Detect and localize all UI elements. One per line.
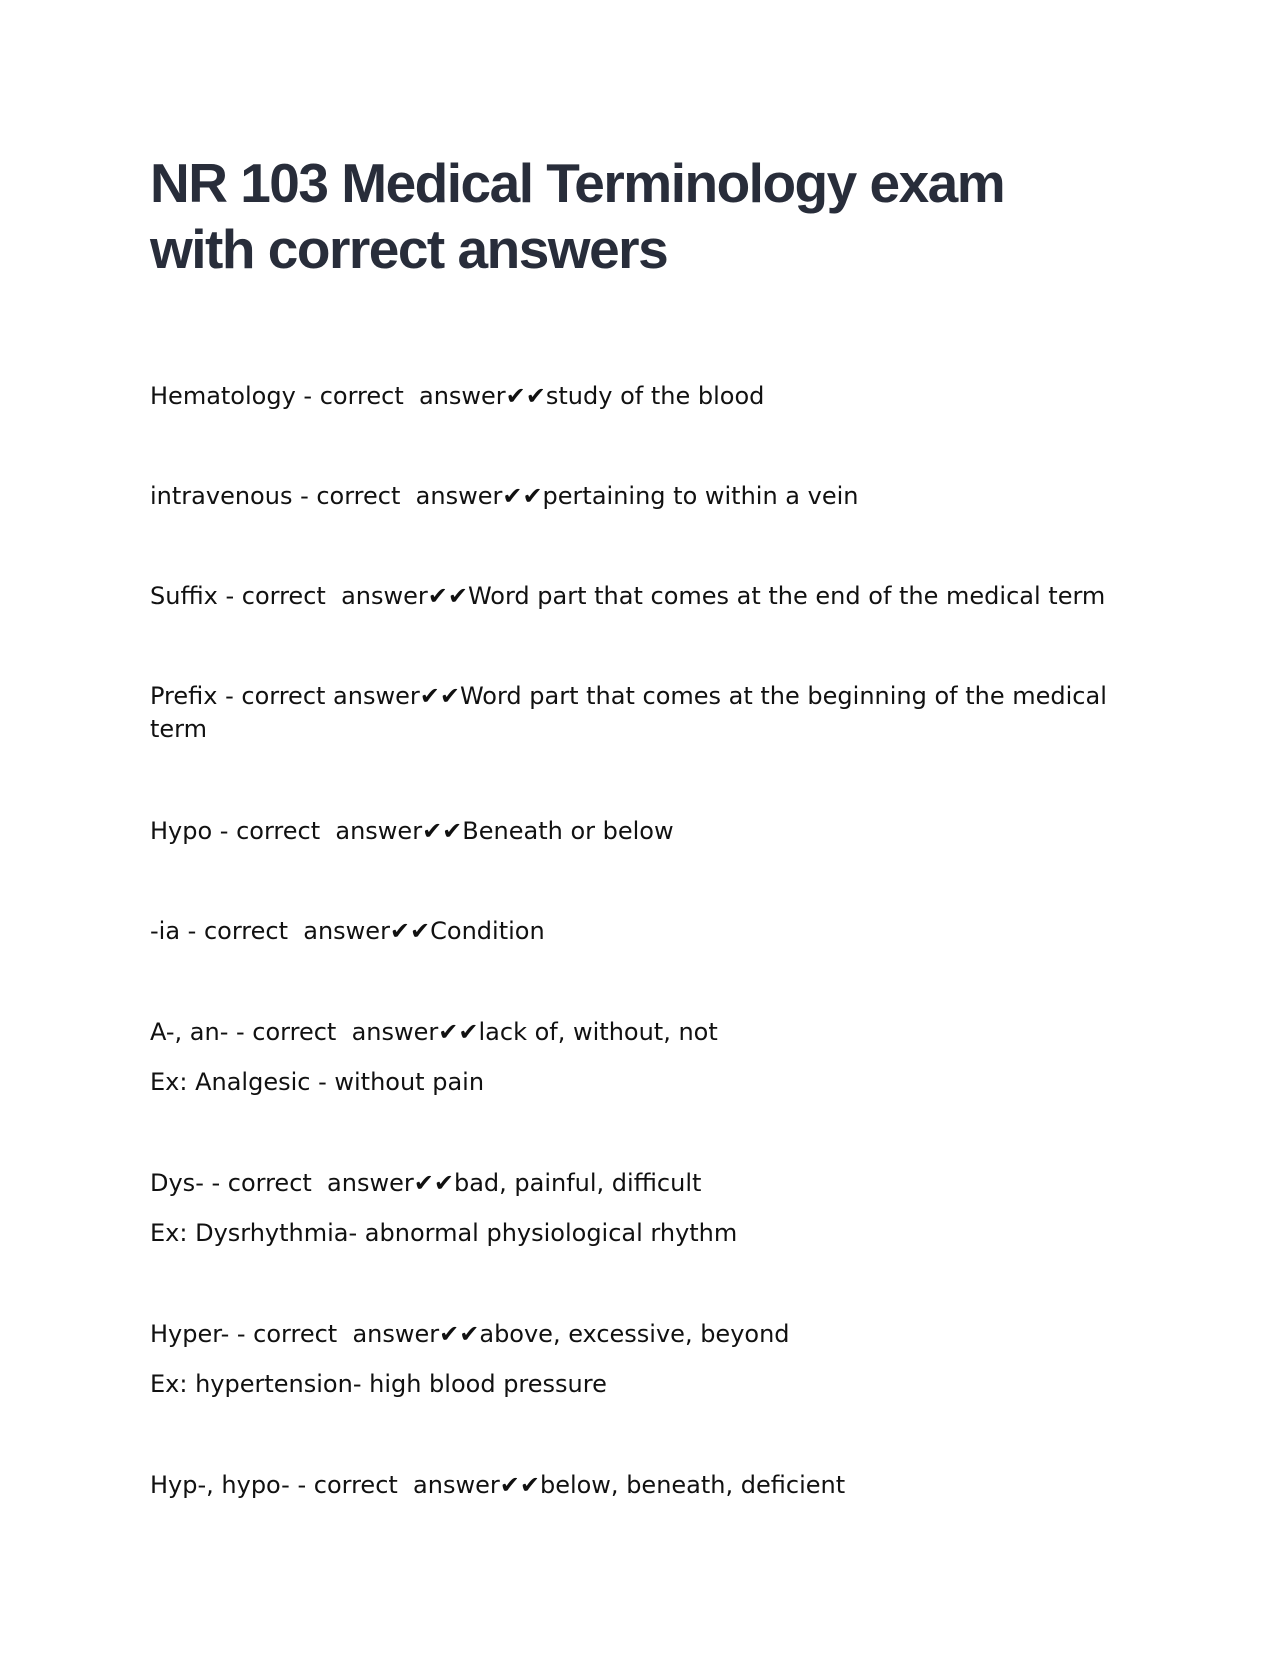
- qa-text: Suffix - correct answer✔✔Word part that comes at the end of the medical term: [150, 582, 1106, 610]
- document-title: NR 103 Medical Terminology exam with correct answers: [150, 152, 1005, 280]
- qa-example: Ex: Dysrhythmia- abnormal physiological rhythm: [150, 1219, 738, 1247]
- qa-text: intravenous - correct answer✔✔pertaining to within a vein: [150, 482, 859, 510]
- qa-text: Hematology - correct answer✔✔study of the blood: [150, 382, 765, 410]
- qa-entry: [150, 580, 1140, 613]
- qa-example: Ex: hypertension- high blood pressure: [150, 1370, 607, 1398]
- qa-text: Prefix - correct answer✔✔Word part that comes at the beginning of the medical term: [150, 682, 1107, 743]
- qa-text: A-, an- - correct answer✔✔lack of, without, not: [150, 1018, 718, 1046]
- qa-entry: [150, 1167, 1140, 1250]
- qa-entry: [150, 915, 1140, 948]
- qa-entry: [150, 1318, 1140, 1401]
- qa-entry: [150, 1016, 1140, 1099]
- qa-example: Ex: Analgesic - without pain: [150, 1068, 485, 1096]
- qa-entry: [150, 1469, 1140, 1502]
- qa-text: Hypo - correct answer✔✔Beneath or below: [150, 817, 674, 845]
- qa-text: Hyp-, hypo- - correct answer✔✔below, beneath, deficient: [150, 1471, 846, 1499]
- qa-text: -ia - correct answer✔✔Condition: [150, 917, 545, 945]
- qa-entry: [150, 680, 1140, 746]
- qa-text: Hyper- - correct answer✔✔above, excessive, beyond: [150, 1320, 790, 1348]
- qa-entry: [150, 380, 1140, 413]
- qa-text: Dys- - correct answer✔✔bad, painful, difficult: [150, 1169, 702, 1197]
- qa-entry: [150, 815, 1140, 848]
- qa-entry: [150, 480, 1140, 513]
